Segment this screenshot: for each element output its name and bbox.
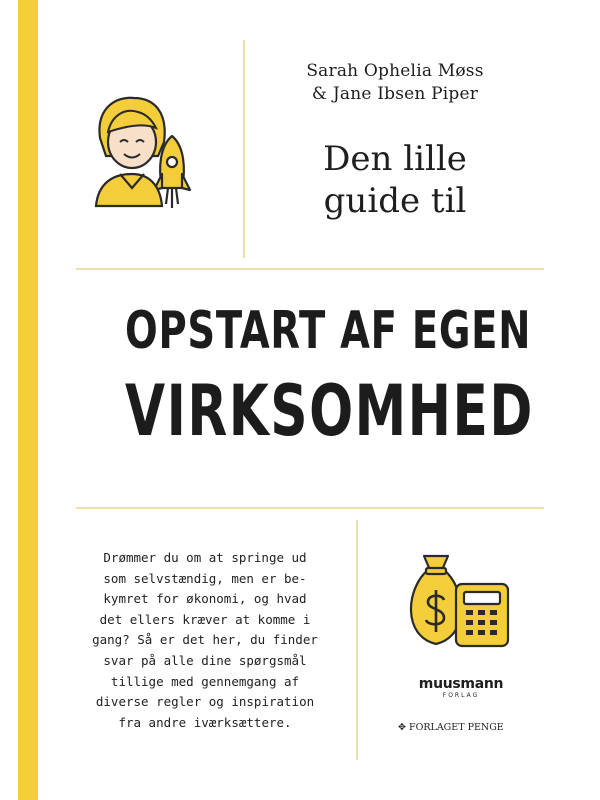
blurb-line: som selvstændig, men er be- <box>103 570 307 586</box>
title-line-2: VIRKSOMHED <box>125 370 534 452</box>
blurb-line: tillige med gennemgang af <box>110 673 300 689</box>
subtitle <box>260 138 530 222</box>
blurb-line: gang? Så er det her, du finder <box>92 632 318 648</box>
blurb-line: Drømmer du om at springe ud <box>103 550 307 565</box>
divider-vertical-top <box>243 40 245 258</box>
back-blurb <box>70 548 340 733</box>
title-line-1: OPSTART AF EGEN <box>125 301 532 361</box>
author-line-1: Sarah Ophelia Møss <box>306 61 484 81</box>
subtitle-line-2: guide til <box>323 181 467 221</box>
subtitle-line-1: Den lille <box>323 139 467 179</box>
divider-horizontal-upper <box>76 268 544 270</box>
kid-with-rocket-icon <box>86 88 198 212</box>
blurb-line: diverse regler og inspiration <box>95 694 315 710</box>
author-names <box>270 60 520 106</box>
blurb-line: fra andre iværksættere. <box>118 714 292 730</box>
money-bag-calculator-icon <box>398 548 520 650</box>
divider-horizontal-lower <box>76 507 544 509</box>
blurb-line: det ellers kræver at komme i <box>99 611 311 627</box>
publisher-name: muusmann <box>418 676 504 692</box>
divider-vertical-bottom <box>356 520 358 760</box>
publisher-sub: FORLAG <box>442 692 480 699</box>
imprint <box>398 722 538 733</box>
publisher-logo <box>400 676 522 700</box>
book-title <box>60 296 560 456</box>
imprint-diamond-icon: ✥ <box>398 722 409 733</box>
imprint-name: FORLAGET PENGE <box>408 722 504 733</box>
blurb-line: kymret for økonomi, og hvad <box>103 591 307 607</box>
blurb-line: svar på alle dine spørgsmål <box>103 652 307 668</box>
yellow-spine-stripe <box>18 0 38 800</box>
author-line-2: & Jane Ibsen Piper <box>311 84 479 104</box>
